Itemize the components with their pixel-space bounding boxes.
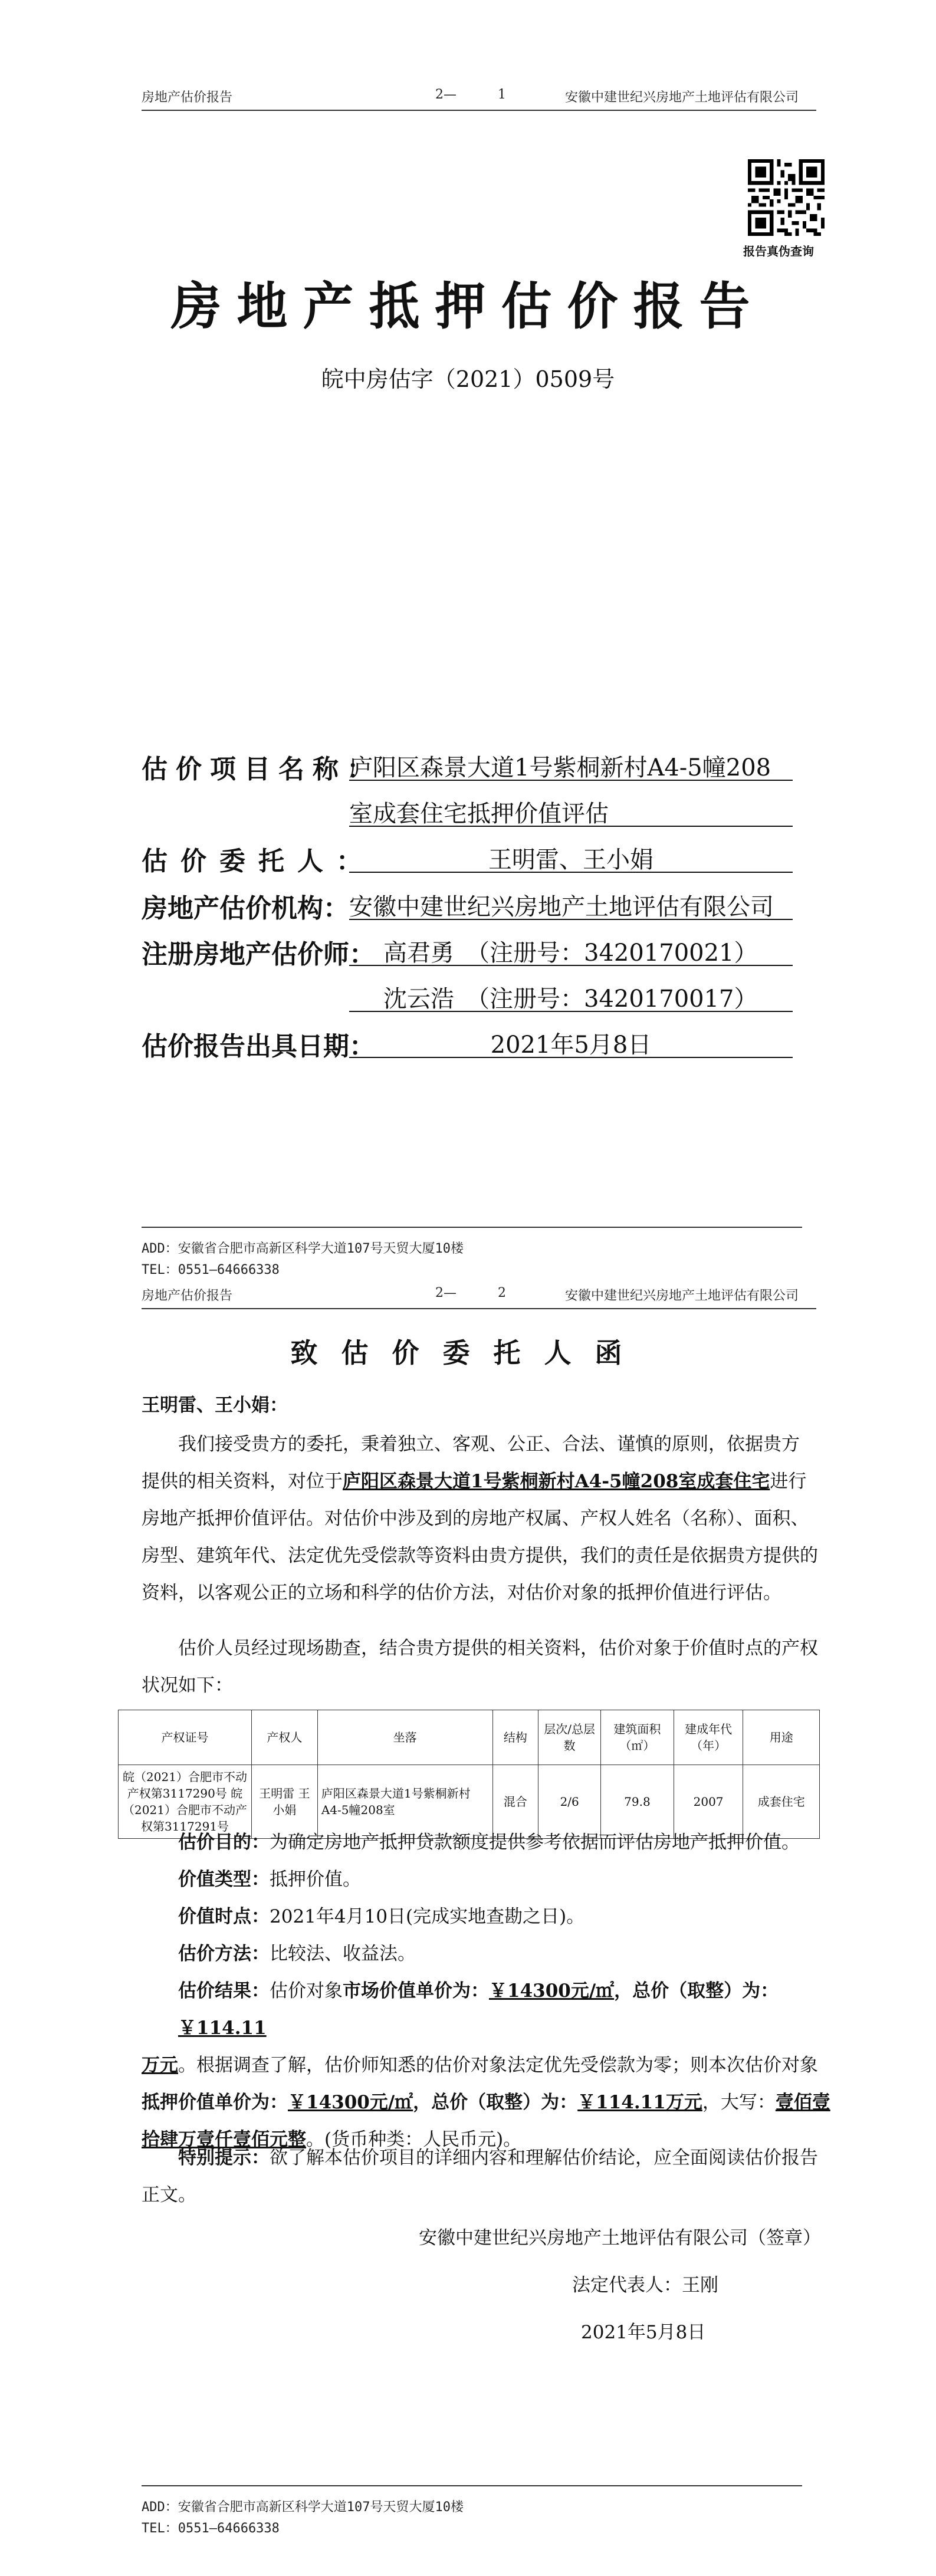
table-header-cell: 产权证号 (119, 1710, 252, 1765)
page2-header-right: 安徽中建世纪兴房地产土地评估有限公司 (565, 1289, 799, 1303)
p2-line1: 估价人员经过现场勘查，结合贵方提供的相关资料，估价对象于价值时点的产权 (178, 1638, 818, 1659)
mortgage-total-price: ￥114.11万元 (577, 2092, 702, 2113)
signature-representative: 法定代表人：王刚 (572, 2275, 718, 2296)
project-name-value-line1: 庐阳区森景大道1号紫桐新村A4-5幢208 (349, 754, 771, 781)
letter-title: 致估价委托人函 (290, 1337, 646, 1369)
property-rights-table (118, 1710, 820, 1839)
project-name-label: 估价项目名称： (142, 754, 381, 784)
table-header-cell: 建筑面积（㎡） (601, 1710, 674, 1765)
page1-header-page-number: 1 (498, 87, 506, 102)
page1-footer-address: ADD：安徽省合肥市高新区科学大道107号天贸大厦10楼 (142, 1241, 464, 1256)
issue-date-value: 2021年5月8日 (490, 1031, 652, 1059)
page2-header-page-prefix: 2— (435, 1286, 456, 1300)
p1-line4: 房型、建筑年代、法定优先受偿款等资料由贵方提供，我们的责任是依据贵方提供的 (142, 1545, 818, 1566)
letter-salutation: 王明雷、王小娟： (142, 1395, 288, 1416)
method-line (178, 1936, 416, 1973)
value-date-line (178, 1898, 584, 1936)
table-header-cell: 坐落 (317, 1710, 492, 1765)
page2-header-page-number: 2 (498, 1286, 506, 1300)
market-unit-price: ￥14300元/㎡ (489, 1980, 615, 2002)
notice-line2: 正文。 (142, 2184, 196, 2206)
page1-header-page (435, 87, 506, 102)
table-header-cell: 用途 (743, 1710, 820, 1765)
mortgage-unit-price: ￥14300元/㎡ (288, 2092, 413, 2113)
report-title: 房地产抵押估价报告 (170, 277, 766, 336)
amount-in-words-part2: 拾肆万壹仟壹佰元整 (142, 2129, 306, 2150)
table-header-cell: 结构 (492, 1710, 538, 1765)
page1-header-page-prefix: 2— (435, 87, 456, 102)
table-header-cell: 层次/总层数 (538, 1710, 601, 1765)
page2-footer-rule (142, 2485, 802, 2486)
method-label: 估价方法： (178, 1943, 270, 1964)
result-line3: 抵押价值单价为：￥14300元/㎡，总价（取整）为：￥114.11万元，大写：壹佰壹 (142, 2092, 830, 2113)
client-underline (349, 872, 793, 873)
table-header-cell: 产权人 (252, 1710, 318, 1765)
paragraph-2 (142, 1630, 832, 1704)
page2-footer-tel: TEL：0551—64666338 (142, 2521, 280, 2536)
page2-footer-address: ADD：安徽省合肥市高新区科学大道107号天贸大厦10楼 (142, 2500, 464, 2515)
purpose-text: 为确定房地产抵押贷款额度提供参考依据而评估房地产抵押价值。 (270, 1832, 800, 1853)
signature-date: 2021年5月8日 (581, 2322, 706, 2343)
qr-caption: 报告真伪查询 (743, 244, 814, 258)
result-line2: 万元。根据调查了解，估价师知悉的估价对象法定优先受偿款为零；则本次估价对象 (142, 2055, 818, 2076)
table-cell-cert-no: 皖（2021）合肥市不动产权第3117290号 皖（2021）合肥市不动产权第3117291号 (119, 1765, 252, 1839)
agency-underline (349, 919, 793, 920)
agency-label: 房地产估价机构： (142, 893, 349, 924)
appraiser-value-1: 高君勇 （注册号：3420170021） (383, 939, 758, 967)
result-paragraph (142, 1973, 832, 2158)
property-address: 庐阳区森景大道1号紫桐新村A4-5幢208室成套住宅 (343, 1471, 770, 1492)
appraiser-underline-2 (349, 1011, 793, 1012)
page2-header-left: 房地产估价报告 (142, 1289, 233, 1303)
market-total-price: ￥114.11 (178, 2018, 267, 2039)
purpose-label: 估价目的： (178, 1832, 270, 1853)
purpose-line (178, 1824, 800, 1861)
value-type-label: 价值类型： (178, 1869, 270, 1890)
client-value: 王明雷、王小娟 (488, 846, 653, 873)
agency-value: 安徽中建世纪兴房地产土地评估有限公司 (349, 893, 774, 921)
value-date-text: 2021年4月10日(完成实地查勘之日)。 (270, 1906, 585, 1927)
table-header-row (119, 1710, 820, 1765)
table-cell-owner: 王明雷 王小娟 (252, 1765, 318, 1839)
table-cell-structure: 混合 (492, 1765, 538, 1839)
appraiser-underline-1 (349, 965, 793, 966)
table-cell-floor: 2/6 (538, 1765, 601, 1839)
result-line1: 估价结果：估价对象市场价值单价为：￥14300元/㎡，总价（取整）为：￥114.11 (178, 1980, 779, 2039)
page1-header-left: 房地产估价报告 (142, 90, 233, 105)
p1-line1: 我们接受贵方的委托，秉着独立、客观、公正、合法、谨慎的原则，依据贵方 (178, 1434, 800, 1455)
appraiser-value-2: 沈云浩 （注册号：3420170017） (383, 985, 758, 1013)
p2-line2: 状况如下： (142, 1675, 233, 1696)
value-type-text: 抵押价值。 (270, 1869, 361, 1890)
notice-line1: 特别提示：欲了解本估价项目的详细内容和理解估价结论，应全面阅读估价报告 (178, 2147, 818, 2168)
client-label: 估价委托人： (142, 846, 375, 876)
qr-code-icon (748, 159, 825, 236)
page2-header-rule (142, 1308, 816, 1309)
table-header-cell: 建成年代（年） (674, 1710, 743, 1765)
page2-header-page (435, 1286, 506, 1300)
signature-company: 安徽中建世纪兴房地产土地评估有限公司（签章） (419, 2227, 821, 2249)
appraiser-label: 注册房地产估价师： (142, 939, 375, 970)
table-cell-usage: 成套住宅 (743, 1765, 820, 1839)
page1-header-rule (142, 110, 816, 111)
p1-line2: 提供的相关资料，对位于庐阳区森景大道1号紫桐新村A4-5幢208室成套住宅进行 (142, 1471, 807, 1492)
page1-footer-tel: TEL：0551—64666338 (142, 1263, 280, 1277)
result-line4: 拾肆万壹仟壹佰元整。(货币种类：人民币元)。 (142, 2129, 522, 2150)
project-name-underline-1 (349, 780, 793, 781)
notice-paragraph (142, 2140, 832, 2214)
table-cell-area: 79.8 (601, 1765, 674, 1839)
value-date-label: 价值时点： (178, 1906, 270, 1927)
report-number: 皖中房估字（2021）0509号 (321, 366, 615, 392)
paragraph-1 (142, 1426, 832, 1612)
page1-footer-rule (142, 1227, 802, 1228)
page1-header-right: 安徽中建世纪兴房地产土地评估有限公司 (565, 90, 799, 105)
issue-date-label: 估价报告出具日期： (142, 1031, 375, 1062)
project-name-underline-2 (349, 826, 793, 827)
method-text: 比较法、收益法。 (270, 1943, 416, 1964)
value-type-line (178, 1861, 361, 1898)
amount-in-words-part1: 壹佰壹 (775, 2092, 830, 2113)
table-cell-year: 2007 (674, 1765, 743, 1839)
issue-date-underline (349, 1057, 793, 1058)
p1-line5: 资料，以客观公正的立场和科学的估价方法，对估价对象的抵押价值进行评估。 (142, 1582, 781, 1604)
project-name-value-line2: 室成套住宅抵押价值评估 (349, 800, 609, 827)
table-cell-location: 庐阳区森景大道1号紫桐新村A4-5幢208室 (317, 1765, 492, 1839)
p1-line3: 房地产抵押价值评估。对估价中涉及到的房地产权属、产权人姓名（名称）、面积、 (142, 1508, 809, 1529)
